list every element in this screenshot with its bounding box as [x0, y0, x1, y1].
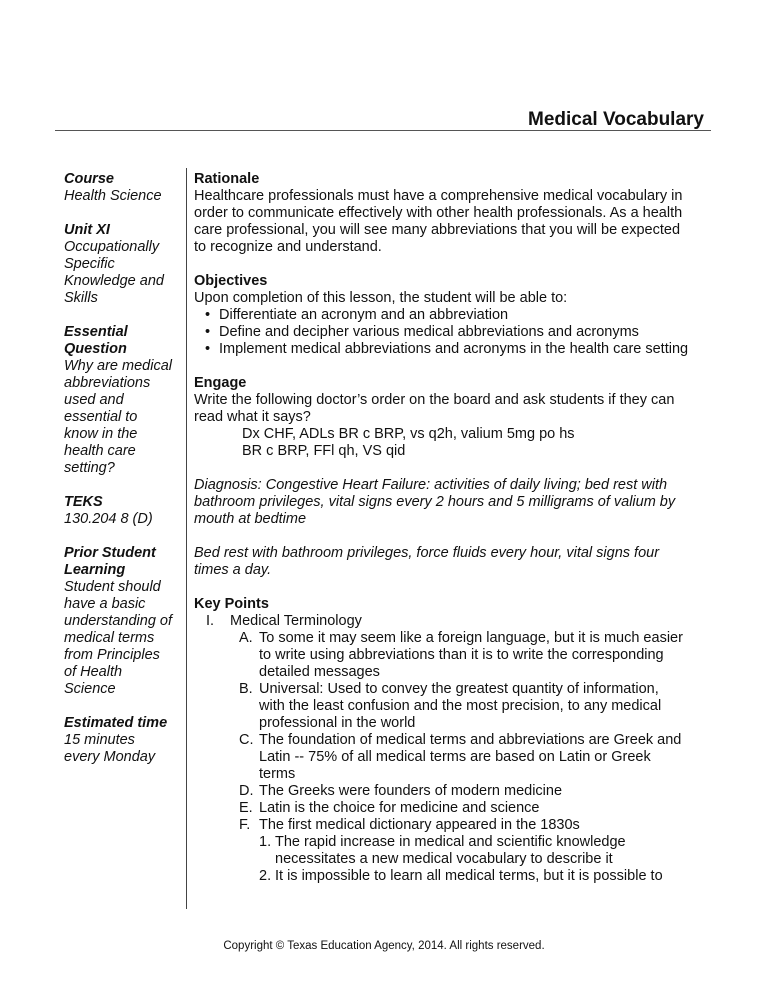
key-point-text: Latin is the choice for medicine and science [259, 800, 540, 816]
engage-answer-2: Bed rest with bathroom privileges, force fluids every hour, vital signs four times a day. [194, 545, 660, 578]
outline-marker: E. [239, 800, 253, 816]
outline-marker: 2. [259, 868, 272, 884]
main-content [194, 171, 710, 885]
sidebar-course-heading: Course [64, 171, 114, 187]
sidebar [64, 171, 179, 783]
key-point-section-title [194, 613, 710, 630]
sidebar-unit-body: Occupationally Specific Knowledge and Skills [64, 239, 164, 306]
key-point-item [194, 630, 710, 681]
objective-item: • Define and decipher various medical abbreviations and acronyms [194, 324, 710, 341]
doctor-order-line: BR c BRP, FFl qh, VS qid [242, 443, 406, 459]
outline-marker: B. [239, 681, 253, 697]
sidebar-course-body: Health Science [64, 188, 162, 204]
sidebar-prior-learning-heading: Prior Student Learning [64, 545, 156, 578]
key-point-text: To some it may seem like a foreign language, but it is much easier to write using abbreviations than it is to write the corresponding detailed messages [259, 630, 683, 680]
header-divider [55, 130, 711, 131]
key-point-item [194, 732, 710, 783]
outline-marker: D. [239, 783, 254, 799]
objectives-section [194, 273, 710, 358]
objective-item: • Differentiate an acronym and an abbreviation [194, 307, 710, 324]
key-point-subitem [194, 868, 710, 885]
objective-item: • Implement medical abbreviations and acronyms in the health care setting [194, 341, 710, 358]
engage-answer-1: Diagnosis: Congestive Heart Failure: activities of daily living; bed rest with bathroom privileges, vital signs every 2 hours and 5 milligrams of valium by mouth at bedtime [194, 477, 676, 527]
sidebar-teks-body: 130.204 8 (D) [64, 511, 153, 527]
key-points-heading: Key Points [194, 596, 269, 612]
outline-marker: A. [239, 630, 253, 646]
sidebar-course [64, 171, 179, 205]
sidebar-teks [64, 494, 179, 528]
outline-marker: I. [206, 613, 215, 629]
outline-marker: C. [239, 732, 254, 748]
outline-marker: F. [239, 817, 251, 833]
key-point-text: The foundation of medical terms and abbreviations are Greek and Latin -- 75% of all medical terms are based on Latin or Greek terms [259, 732, 682, 782]
sidebar-essential-question-heading: Essential Question [64, 324, 128, 357]
page-title: Medical Vocabulary [528, 109, 704, 130]
sidebar-prior-learning-body: Student should have a basic understanding of medical terms from Principles of Health Science [64, 579, 173, 697]
doctor-order-line: Dx CHF, ADLs BR c BRP, vs q2h, valium 5mg po hs [242, 426, 575, 442]
sidebar-essential-question-body: Why are medical abbreviations used and essential to know in the health care setting? [64, 358, 172, 476]
objectives-intro: Upon completion of this lesson, the student will be able to: [194, 290, 568, 306]
key-point-item [194, 800, 710, 817]
key-point-item [194, 681, 710, 732]
sidebar-unit [64, 222, 179, 307]
column-divider [186, 168, 187, 909]
sidebar-estimated-time-heading: Estimated time [64, 715, 168, 731]
key-point-item [194, 817, 710, 834]
sidebar-unit-heading: Unit XI [64, 222, 110, 238]
key-point-subitem [194, 834, 710, 868]
sidebar-estimated-time [64, 715, 179, 766]
sidebar-prior-learning [64, 545, 179, 698]
key-point-text: The rapid increase in medical and scientific knowledge necessitates a new medical vocabulary to describe it [275, 834, 626, 867]
key-point-text: The Greeks were founders of modern medicine [259, 783, 563, 799]
key-point-text: It is impossible to learn all medical terms, but it is possible to [275, 868, 663, 884]
sidebar-teks-heading: TEKS [64, 494, 103, 510]
engage-heading: Engage [194, 375, 247, 391]
outline-marker: 1. [259, 834, 272, 850]
key-point-text: Medical Terminology [230, 613, 362, 629]
sidebar-essential-question [64, 324, 179, 477]
engage-section [194, 375, 710, 460]
footer-copyright: Copyright © Texas Education Agency, 2014. All rights reserved. [223, 940, 545, 952]
key-point-item [194, 783, 710, 800]
key-point-text: The first medical dictionary appeared in the 1830s [259, 817, 580, 833]
objectives-list [194, 307, 710, 358]
engage-text: Write the following doctor’s order on the board and ask students if they can read what it says? [194, 392, 675, 425]
key-points-section [194, 596, 710, 885]
rationale-section [194, 171, 710, 256]
rationale-text: Healthcare professionals must have a comprehensive medical vocabulary in order to communicate effectively with other health professionals. As a health care professional, you will see many abbreviations that you will be expected to recognize and understand. [194, 188, 683, 255]
sidebar-estimated-time-body: 15 minutes every Monday [64, 732, 156, 765]
rationale-heading: Rationale [194, 171, 260, 187]
key-point-text: Universal: Used to convey the greatest quantity of information, with the least confusion and the most precision, to any medical professional in the world [259, 681, 662, 731]
objectives-heading: Objectives [194, 273, 268, 289]
